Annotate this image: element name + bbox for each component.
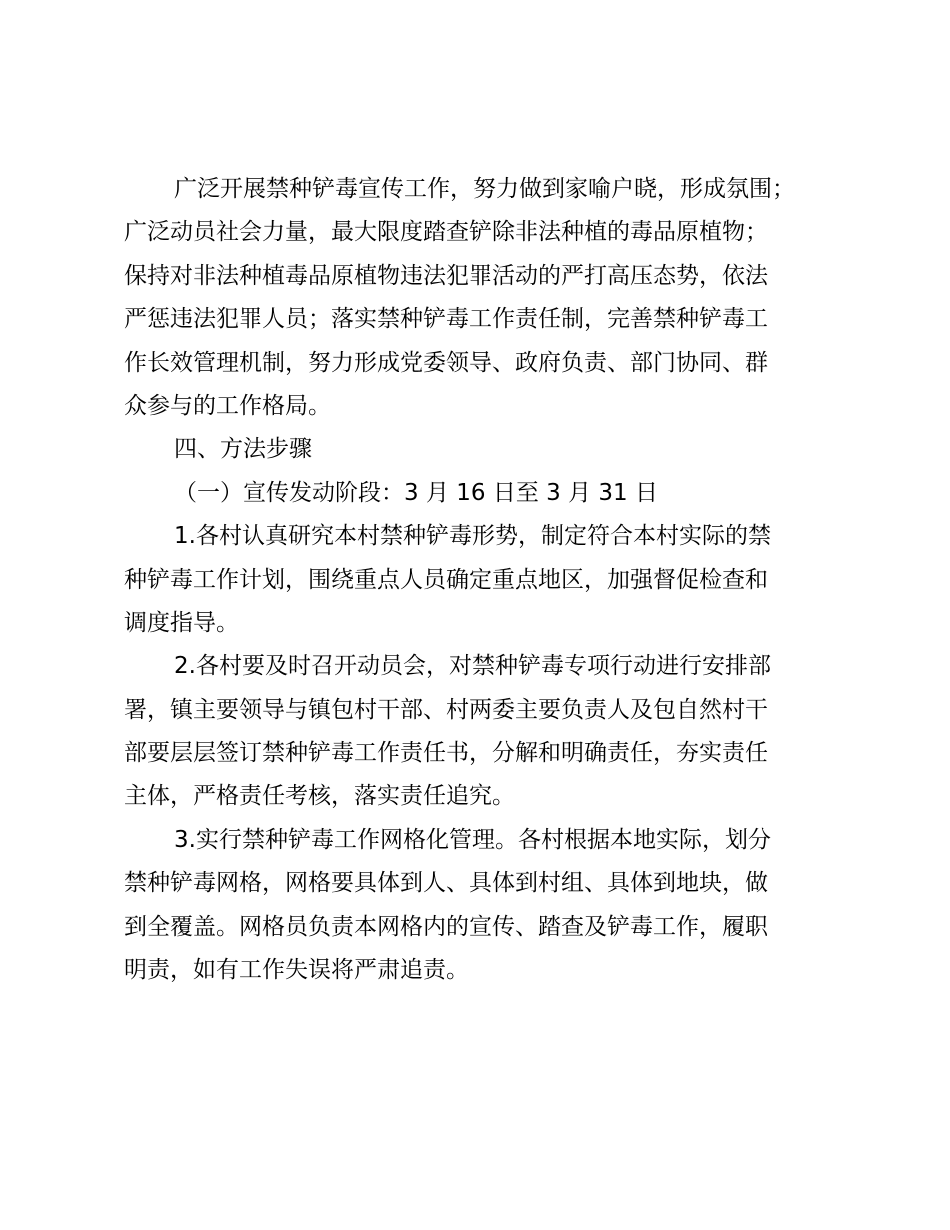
text-line: 广泛动员社会力量，最大限度踏查铲除非法种植的毒品原植物； (124, 219, 768, 246)
text-line: 广泛开展禁种铲毒宣传工作，努力做到家喻户晓，形成氛围； (174, 176, 795, 202)
paragraph-goal (124, 168, 824, 428)
text-line: 2.各村要及时召开动员会，对禁种铲毒专项行动进行安排部 (174, 653, 771, 680)
text-line: 种铲毒工作计划，围绕重点人员确定重点地区，加强督促检查和 (124, 566, 768, 593)
text-line: 署，镇主要领导与镇包村干部、村两委主要负责人及包自然村干 (124, 696, 768, 723)
heading-methods-steps: 四、方法步骤 (174, 436, 312, 463)
text-line: 部要层层签订禁种铲毒工作责任书，分解和明确责任，夯实责任 (124, 740, 768, 767)
text-line: 1.各村认真研究本村禁种铲毒形势，制定符合本村实际的禁 (174, 523, 771, 550)
list-item-2 (124, 645, 824, 819)
section-heading (124, 428, 824, 471)
text-line: 主体，严格责任考核，落实责任追究。 (124, 783, 515, 810)
list-item-3 (124, 819, 824, 993)
text-line: 保持对非法种植毒品原植物违法犯罪活动的严打高压态势，依法 (124, 262, 768, 289)
list-item-1 (124, 515, 824, 645)
subsection-heading (124, 472, 824, 515)
text-line: 调度指导。 (124, 609, 239, 636)
text-line: 到全覆盖。网格员负责本网格内的宣传、踏查及铲毒工作，履职 (124, 913, 768, 940)
text-line: 严惩违法犯罪人员；落实禁种铲毒工作责任制，完善禁种铲毒工 (124, 306, 768, 333)
text-line: 明责，如有工作失误将严肃追责。 (124, 957, 469, 984)
heading-publicity-phase: （一）宣传发动阶段：3 月 16 日至 3 月 31 日 (174, 479, 658, 506)
text-line: 众参与的工作格局。 (124, 392, 331, 419)
document-body (124, 168, 824, 992)
text-line: 作长效管理机制，努力形成党委领导、政府负责、部门协同、群 (124, 349, 768, 376)
text-line: 3.实行禁种铲毒工作网格化管理。各村根据本地实际，划分 (174, 826, 771, 853)
text-line: 禁种铲毒网格，网格要具体到人、具体到村组、具体到地块，做 (124, 870, 768, 897)
